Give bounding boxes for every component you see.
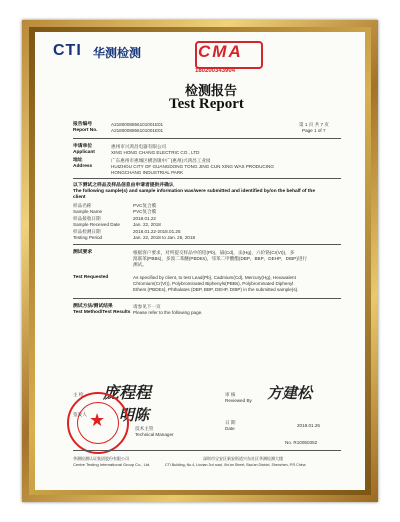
- sample-heading-en-1: The following sample(s) and sample information was/were submitted and identified by/on the behalf of the: [73, 189, 316, 194]
- seal-star-icon: ★: [89, 410, 106, 431]
- divider-4: [73, 298, 341, 299]
- report-no-label-en: Report No.: [73, 128, 98, 133]
- address-en-2: HONGCHANG INDUSTRIAL PARK: [111, 170, 184, 175]
- main-label-cn: 主 检: [73, 392, 84, 397]
- cma-logo: CMA: [198, 42, 243, 61]
- cti-logo: CTI: [53, 42, 82, 59]
- received-value: 2018.01.22: [133, 216, 156, 221]
- divider-5: [73, 450, 341, 451]
- address-label-en: Address: [73, 164, 93, 169]
- footer-no: No. R10050352: [285, 440, 318, 445]
- sample-name-label-en: Sample Name: [73, 209, 103, 214]
- picture-frame: [22, 20, 378, 502]
- applicant-name-en: XING HONG CHANG ELECTRIC CO., LTD: [111, 150, 200, 155]
- footer-left-cn: 华测检测认证集团股份有限公司: [73, 456, 129, 461]
- certificate-paper: [35, 32, 365, 490]
- technical-cn: 技术主管: [135, 426, 154, 431]
- technical-en: Technical Manager: [135, 432, 174, 437]
- sample-name-label-cn: 样品名称: [73, 203, 92, 208]
- applicant-label-en: Applicant: [73, 150, 95, 155]
- page-en: Page 1 of 7: [302, 128, 326, 133]
- test-requested-en-3: Ethers (PBDEs), Phthalates (DBP, BBP, DEHP, DIBP) in the submitted sample(s).: [133, 287, 299, 292]
- report-no-label-cn: 报告编号: [73, 122, 93, 127]
- reviewer-signature: 方建松: [267, 384, 313, 402]
- footer-right-cn: 深圳市宝安区新安街道兴东社区华测检测大楼: [203, 456, 283, 461]
- received-label-cn: 样品接收日期: [73, 216, 101, 221]
- divider-3: [73, 244, 341, 245]
- testing-value-en: Jan. 22, 2018 to Jan. 25, 2018: [133, 235, 196, 240]
- main-signature: 庞程程: [103, 383, 152, 402]
- sample-heading-en-2: client: [73, 195, 86, 200]
- date-label-en: Date: [225, 426, 235, 431]
- divider-1: [73, 138, 341, 139]
- test-requested-cn-1: 根据客户要求，对所提交样品中的铅(Pb)，镉(Cd)，汞(Hg)，六价铬(Cr(VI))，多: [133, 250, 295, 255]
- method-text-en: Please refer to the following page.: [133, 310, 203, 315]
- page-cn: 第 1 页 共 7 页: [299, 122, 329, 127]
- method-label-cn: 测试方法/测试结果: [73, 304, 113, 309]
- date-value: 2018.01.26: [297, 423, 320, 428]
- testing-value: 2018.01.22-2018.01.25: [133, 229, 181, 234]
- received-label-en: Sample Received Date: [73, 222, 120, 227]
- received-value-en: Jan. 22, 2018: [133, 222, 161, 227]
- applicant-label-cn: 申请单位: [73, 144, 93, 149]
- sample-name-value: PVC复合膜: [133, 203, 157, 208]
- reviewer-label-cn: 审 核: [225, 392, 236, 397]
- test-requested-label-cn: 测试要求: [73, 250, 93, 255]
- reviewer-label-en: Reviewed By: [225, 398, 252, 403]
- title-en: Test Report: [169, 96, 244, 112]
- test-requested-cn-3: 测试。: [133, 262, 147, 267]
- sample-heading-cn: 以下测试之样品及样品信息由申请者提供并确认: [73, 183, 174, 188]
- testing-label-cn: 样品检测日期: [73, 229, 101, 234]
- title-cn: 检测报告: [185, 84, 238, 99]
- report-no-value-1: A2180008856101001E01: [111, 122, 164, 127]
- approver-signature: 明陈: [119, 406, 150, 424]
- report-no-value-2: A2180008856101001E01: [111, 128, 164, 133]
- applicant-name-cn: 惠州市兴鸿昌电器有限公司: [111, 144, 167, 149]
- test-requested-en-1: As specified by client, to test Lead(Pb), Cadmium(Cd), Mercury(Hg), Hexavalent: [133, 275, 296, 280]
- cma-number: 180200343904: [195, 68, 236, 74]
- date-label-cn: 日 期: [225, 420, 236, 425]
- cti-logo-cn: 华测检测: [93, 46, 142, 60]
- address-en-1: HUIZHOU CITY OF GUANGDONG TONG JING CUN XING WAS PRODUCING: [111, 164, 274, 169]
- approver-label-cn: 签发人: [73, 412, 87, 417]
- footer-left-en: Centre Testing International Group Co., Ltd.: [73, 462, 151, 467]
- method-label-en: Test Method/Test Results: [73, 310, 131, 315]
- method-text-cn: 请参见下一页: [133, 304, 161, 309]
- address-cn: 广东惠州市惠城区横沥镇中广(惠州)兴鸿昌工业园: [111, 158, 211, 163]
- sample-name-value-en: PVC复合膜: [133, 209, 157, 214]
- test-requested-en-2: Chromium(Cr(VI)), Polybrominated Biphenyls(PBBs), Polybrominated Diphenyl: [133, 281, 294, 286]
- test-requested-label-en: Test Requested: [73, 275, 109, 280]
- test-requested-cn-2: 溴联苯(PBBs)，多溴二苯醚(PBDEs)，邻苯二甲酸酯(DBP，BBP，DEHP，DIBP)进行: [133, 256, 308, 261]
- footer-right-en: CTI Building, No.4, Liuxian 3rd road, Xin'an Street, Bao'an District, Shenzhen, P.R.China: [165, 463, 306, 467]
- address-label-cn: 地址: [73, 158, 83, 163]
- divider-2: [73, 178, 341, 179]
- testing-label-en: Testing Period: [73, 235, 103, 240]
